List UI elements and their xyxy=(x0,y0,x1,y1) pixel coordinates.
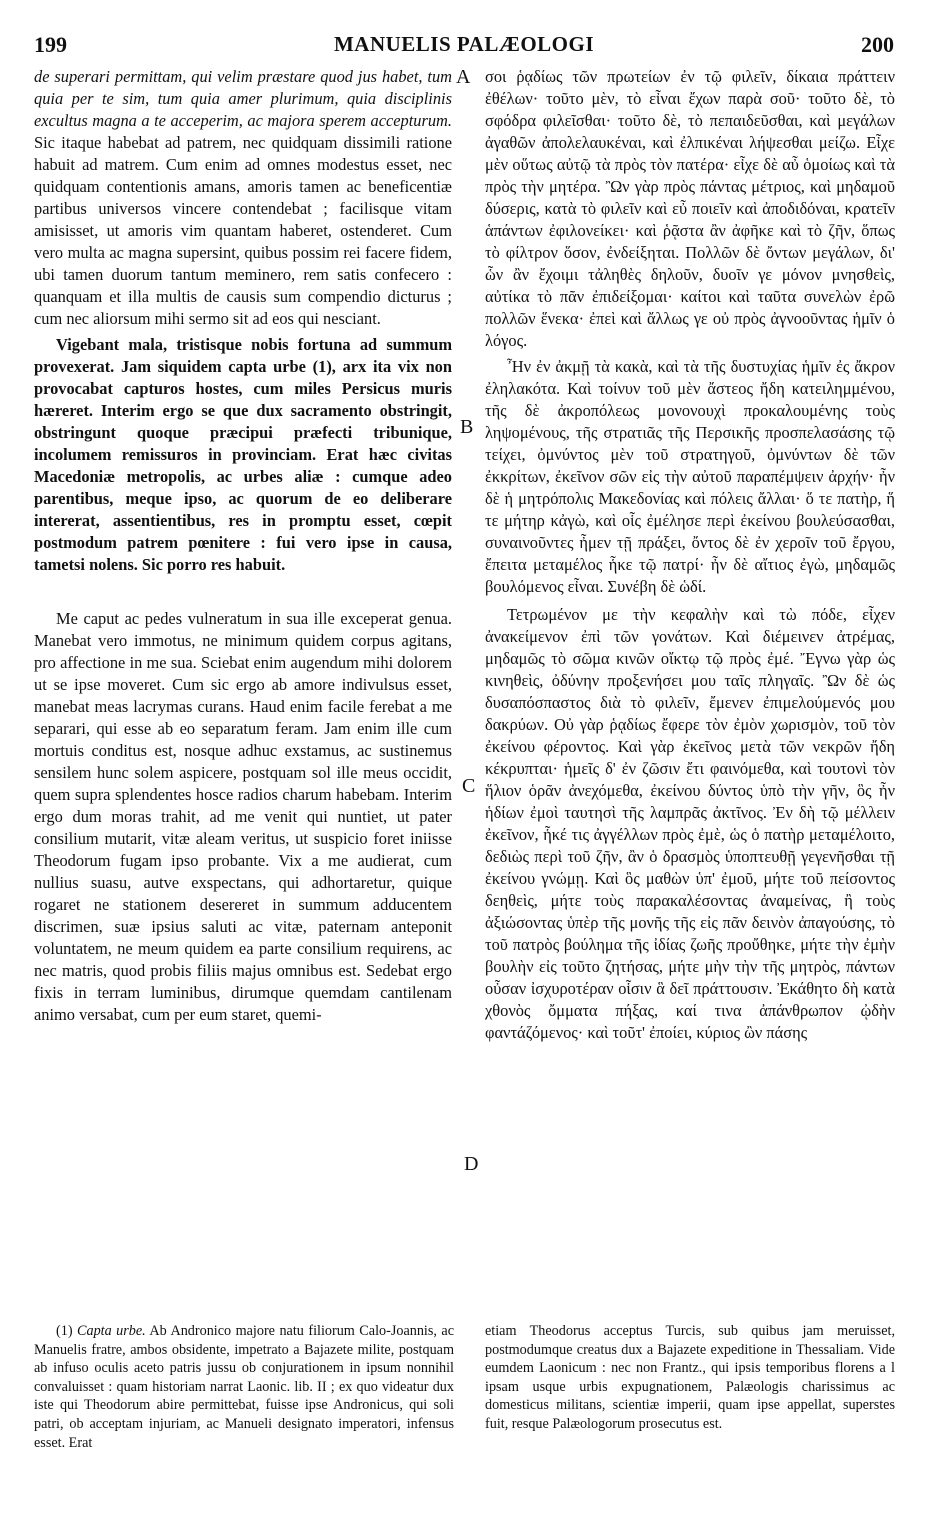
latin-paragraph-1 xyxy=(34,66,452,330)
greek-column xyxy=(485,66,895,1044)
latin-paragraph-2: Vigebant mala, tristisque nobis fortuna ad summum provexerat. Jam siquidem capta urbe (1), arx ita vix non provocabat capturos hostes, cum miles Persicus muris hæreret. Interim ergo se que dux sacramento obstringit, obstringunt quoque præcipui præfecti tribunique, incolumem remissuros in provinciam. Erat hæc civitas Macedoniæ metropolis, ac urbes aliæ : cumque adeo parentibus, meque ipso, ac quorum de eo deliberare intererat, assentientibus, res in promptu esset, cœpit postmodum patrem pœnitere : fui vero ipse in causa, tametsi nolens. Sic porro res habuit. xyxy=(34,335,452,574)
margin-mark-d: D xyxy=(464,1153,479,1175)
footnote-1 xyxy=(34,1322,454,1452)
greek-paragraph-3: Τετρωμένον με τὴν κεφαλὴν καὶ τὼ πόδε, εἶχεν ἀνακείμενον ἐπὶ τῶν γονάτων. Καὶ διέμεινεν ἀτρέμας, μηδαμῶς τὸ σῶμα κινῶν οἴκτῳ τῷ πρὸς ἐμέ. Ἔγνω γὰρ ὡς κινηθεὶς, ὀδύνην προξενήσει μου ταῖς πληγαῖς. Ὢν δὲ ὡς δυσαπόσπαστος διὰ τὸ φιλεῖν, ἔμενεν ἐπιμελούμενός μου δακρύων. Οὐ γὰρ ῥᾳδίως ἔφερε τὸν ἐμὸν χωρισμὸν, τοῦ τὸν ἐκείνου φέροντος. Καὶ γὰρ ἐκεῖνος μετὰ τῶν νεκρῶν ἤδη κέκρυπται· ἡμεῖς δ' ἐν ζῶσιν ἔτι φαινόμεθα, καὶ τουτονὶ τὸν ἥλιον ὁρᾶν ἀνεχόμεθα, ἐκείνου δύντος ὑπὸ τὴν γῆν, ὃς ἦν ἡδίων ἐμοὶ ταυτησὶ τῆς λαμπρᾶς ἀκτῖνος. Ἐν δὴ τῷ μέλλειν ἐκεῖνον, ἧκέ τις ἀγγέλλων πρὸς ἐμὲ, ὡς ὁ πατὴρ μεταμέλοιτο, δεδιὼς περὶ τοῦ ζῆν, ἂν ὁ δρασμὸς ὑποπτευθῇ γεγενῆσθαι τῇ ἐκείνου γνώμῃ. Καὶ ὃς μαθὼν ὑπ' ἐμοῦ, μήτε τοῦ πείσοντος δεηθεὶς, μήτε τοὺς παρακαλέσοντας ἀναμείνας, ἢ τοὺς ἀξιώσοντας ὑπὲρ τῆς μονῆς τῆς εἰς πᾶν δεινὸν ἀπαγούσης, τὸ τοῦ πατρὸς βούλημα τῆς ἰδίας ζωῆς προὔθηκε, μήτε τὴν ἐμὴν βουλὴν εἰς τοῦτο ζητήσας, μήτε μὴν τὴν τῆς μητρὸς, πάντων οὖσαν ἰσχυροτέραν οἷσιν ἃ δεῖ πράττουσιν. Ἐκάθητο δὴ κατὰ χθονὸς ὄμματα πήξας, καί τινα ἀπάνθρωπον ᾠδὴν φαντάζόμενος· καὶ τοῦτ' ἐποίει, κύριος ὢν πάσης xyxy=(485,605,895,1042)
footnote-text: Ab Andronico majore natu filiorum Calo-Joannis, ac Manuelis fratre, ambos obsidente, impetrato a Bajazete milite, postquam ab infuso oculis aceto patris jussu ob conjurationem in ipsum nonnihil convaluisset : quam historiam narrat Laonic. lib. II ; ex quo videatur dux iste qui Theodorum abire permittebat, fuisse ipse Andronicus, qui soli patri, ob acceptam injuriam, ac Manueli designato imperatori, infensus esset. Erat xyxy=(34,1323,454,1451)
margin-mark-c: C xyxy=(462,775,476,797)
margin-mark-b: B xyxy=(460,416,474,438)
greek-paragraph-1: σοι ῥᾳδίως τῶν πρωτείων ἐν τῷ φιλεῖν, δίκαια πράττειν ἐθέλων· τοῦτο μὲν, τὸ εἶναι ἔχων παρὰ σοῦ· τοῦτο δὲ, τὸ σφόδρα φιλεῖσθαι· τοῦτο δὲ, τὸ πεπαιδεῦσθαι, καὶ μεγάλων ἀγαθῶν ἀπολελαυκέναι, καὶ ἐλπικέναι λήψεσθαι μείζω. Εἶχε μὲν οὕτως αὐτῷ τὰ πρὸς τὸν πατέρα· εἶχε δὲ αὖ ὁμοίως καὶ τὰ πρὸς τὴν μητέρα. Ὢν γὰρ πρὸς πάντας μέτριος, καὶ μηδαμοῦ δύσερις, κατὰ τὸ φιλεῖν καὶ εὖ ποιεῖν καὶ ἀποδιδόναι, κρατεῖν ἁπάντων ἐφιλονείκει· καὶ ῥᾷστα ἂν ἀφῆκε καὶ τὸ ζῆν, ὅπως τὸ φίλτρον ὅσον, ἐνδείξηται. Πολλῶν δὲ ὄντων μεγάλων, δι' ὧν ἂν ἔχοιμι τἀληθὲς δηλοῦν, δυοῖν γε μόνον μνησθεὶς, αὐτίκα τὸ πᾶν ἐπιδείξομαι· καίτοι καὶ ταῦτα συνελὼν ἐρῶ πολλῶν ἕνεκα· ἐπεὶ καὶ ἄλλως γε οὐ πρὸς ἀγνοοῦντας ἡμῖν ὁ λόγος. xyxy=(485,67,895,350)
footnote-continuation: etiam Theodorus acceptus Turcis, sub quibus jam meruisset, postmodumque creatus dux a Bajazete expeditione in Thessaliam. Vide eumdem Laonicum : nec non Frantz., qui ipsis temporibus florens a l ipsam usque urbis expugnationem, Palæologis charissimus ac domesticus militans, scientiæ imperii, quam ipse appellat, superstes fuit, resque Palæologorum prosecutus est. xyxy=(485,1323,895,1432)
running-title: MANUELIS PALÆOLOGI xyxy=(333,32,595,56)
footnote-lemma: Capta urbe. xyxy=(77,1323,146,1339)
margin-mark-a: A xyxy=(456,66,471,88)
greek-paragraph-2: Ἦν ἐν ἀκμῇ τὰ κακὰ, καὶ τὰ τῆς δυστυχίας ἡμῖν ἐς ἄκρον ἐληλακότα. Καὶ τοίνυν τοῦ μὲν ἄστεος ἤδη κατειλημμένου, τῆς δὲ ἀκροπόλεως μονονουχὶ προκαλουμένης τοὺς ληψομένους, τῆς στρατιᾶς τῆς Περσικῆς προσπελασάσης τῷ τείχει, ὀμνύντος μὲν τοῦ στρατηγοῦ, ὀμνύντων δὲ τῶν ἐκκρίτων, ἐκεῖνον σῶν εἰς τὴν αὐτοῦ παραπέμψειν ἀρχήν· ἦν δὲ ἡ μητρόπολις Μακεδονίας καὶ πόλεις ἄλλαι· ὅ τε πατὴρ, ἥ τε μήτηρ κἀγὼ, καὶ οἷς ἐμέλησε περὶ ἐκείνου βουλεύσασθαι, συναινοῦντες ἦμεν τῇ πράξει, ὄντος δὲ ἐν χεροῖν τοῦ ἔργου, ἔπειτα μεταμέλος ἧκε τῷ πατρί· ἦν δὲ αἴτιος ἐγὼ, μηδαμῶς βουλόμενος εἶναι. Συνέβη δὲ ὡδί. xyxy=(485,357,895,596)
footnote-left xyxy=(34,1322,454,1452)
latin-column xyxy=(34,66,452,1026)
footnote-label: (1) xyxy=(56,1323,73,1339)
latin-text-run: Sic itaque habebat ad patrem, nec quidquam dissimili ratione habuit ad matrem. Cum enim ad omnes modestus esset, nec quidquam contentionis amans, amoris tamen ac beneficentiæ partibus universos vincere contendebat ; facilisque vitam amisisset, ut amoris vim quantam haberet, ostenderet. Cum vero multa ac magna supersint, quibus possim rei facere fidem, ubi tamen duorum tantum meminero, rem satis confecero : quanquam et illa multis de causis sum compendio dicturus ; cum nec aliorsum mihi sermo sit ad eos qui nesciant. xyxy=(34,133,452,328)
page-number-right: 200 xyxy=(861,32,894,57)
footnote-right xyxy=(485,1322,895,1434)
latin-italic-passage: de superari permittam, qui velim præstare quod jus habet, tum quia per te sim, tum quia amer plurimum, quia disciplinis excultus magna a te acceperim, ac majora sperem accepturum. xyxy=(34,67,452,130)
latin-paragraph-3: Me caput ac pedes vulneratum in sua ille exceperat genua. Manebat vero immotus, ne minimum quidem corpus agitans, pro affectione in me sua. Sciebat enim augendum mihi dolorem ut se ipse moveret. Cum sic ergo ab amore indivulsus esset, manebat meas lacrymas curans. Haud enim facile ferebat a me separari, qui esse ab eo separatum feram. Jam enim ille cum mortuis conditus est, nosque adhuc exstamus, ac sustinemus sensilem hunc solem aspicere, postquam sol ille meus occidit, quem supra splendentes hosce radios charum habebam. Interim ergo dum moras trahit, ad me venit qui nuntiet, ut pater consilium mutarit, vitæ aleam veritus, ut suspicio foret iniisse Theodorum fugam ipso probante. Vix a me audierat, cum nullius suasu, autve exspectans, qui adhortaretur, quique rogaret ne stationem desereret in summum adducentem discrimen, suæ ipsius saluti ac vitæ, paternam anteponit voluntatem, ne meum quidem ea parte consilium requirens, ac nec matris, quod probis filiis majus omnibus est. Sedebat ergo fixis in terram luminibus, dirumque quemdam cantilenam animo versabat, cum per eum staret, quemi- xyxy=(34,609,452,1024)
running-header xyxy=(34,32,894,58)
paragraph-gap xyxy=(34,576,452,600)
page-number-left: 199 xyxy=(34,32,67,57)
